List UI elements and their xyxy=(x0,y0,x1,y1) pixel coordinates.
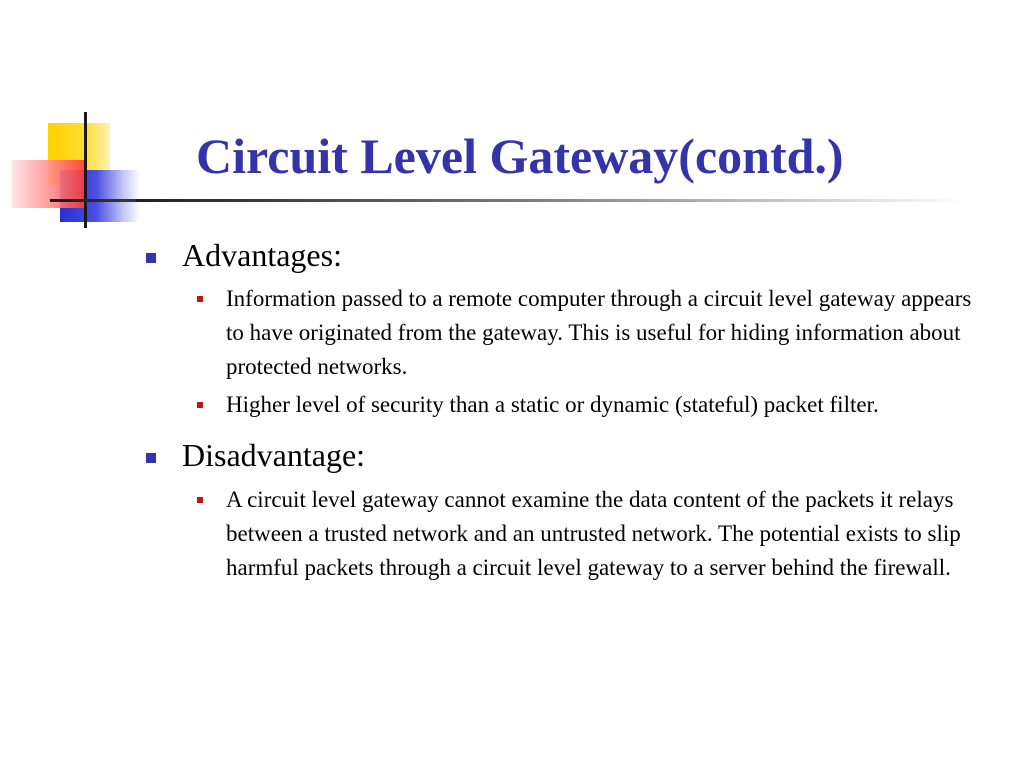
slide-content xyxy=(140,236,1000,589)
small-square-bullet-icon xyxy=(197,497,203,503)
title-underline xyxy=(136,199,966,202)
list-item-text: Information passed to a remote computer through a circuit level gateway appears to have originated from the gateway. This is useful for hiding information about protected networks. xyxy=(226,286,972,380)
vertical-line-shape xyxy=(84,112,87,228)
list-item-text: A circuit level gateway cannot examine the data content of the packets it relays between a trusted network and an untrusted network. The potential exists to slip harmful packets through a circuit level gateway to a server behind the firewall. xyxy=(226,486,961,580)
advantages-list xyxy=(140,282,1000,422)
small-square-bullet-icon xyxy=(197,296,203,302)
list-item-text: Higher level of security than a static or dynamic (stateful) packet filter. xyxy=(226,392,879,418)
disadvantage-list xyxy=(140,483,1000,585)
heading-text: Disadvantage: xyxy=(182,437,366,474)
advantages-section xyxy=(140,236,1000,422)
list-item xyxy=(140,388,1000,422)
bullet-heading-advantages xyxy=(140,236,1000,274)
slide-title: Circuit Level Gateway(contd.) xyxy=(196,128,844,184)
list-item xyxy=(140,282,1000,384)
decorative-squares-logo-icon xyxy=(0,0,200,240)
square-bullet-icon xyxy=(146,253,156,263)
list-item xyxy=(140,483,1000,585)
heading-text: Advantages: xyxy=(182,237,342,273)
small-square-bullet-icon xyxy=(197,402,203,408)
disadvantage-section xyxy=(140,436,1000,584)
bullet-heading-disadvantage xyxy=(140,436,1000,474)
square-bullet-icon xyxy=(146,453,156,463)
